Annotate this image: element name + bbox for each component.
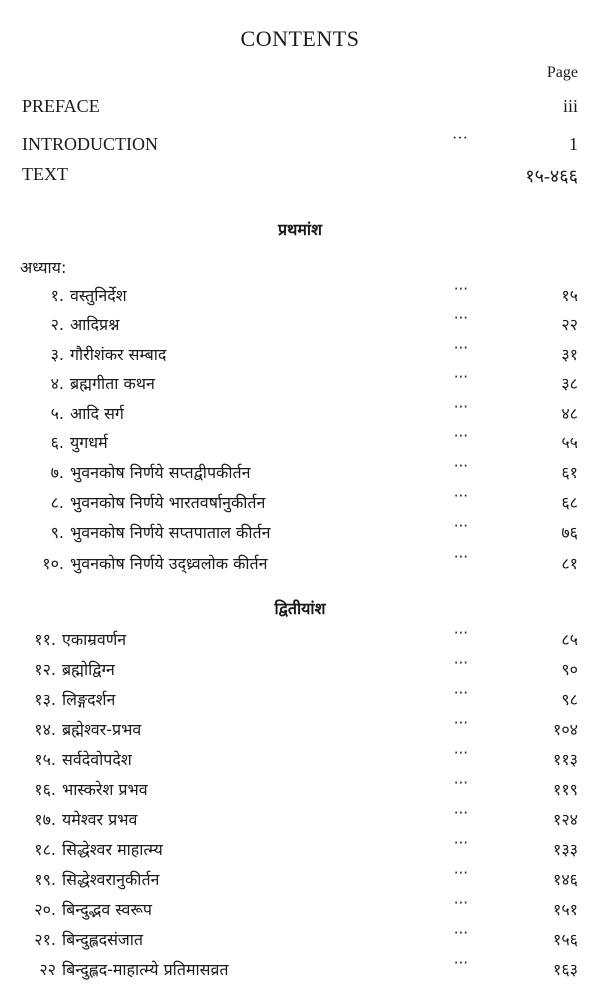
toc-row[interactable]: [22, 339, 578, 371]
page-number: ४८: [561, 404, 578, 423]
toc-row[interactable]: [22, 427, 578, 459]
front-matter-entry[interactable]: [22, 96, 578, 120]
chapter-title: यमेश्वर प्रभव: [62, 810, 138, 829]
chapter-number: १.: [50, 286, 64, 305]
chapter-title: लिङ्गदर्शन: [62, 690, 116, 709]
chapter-number: २.: [50, 315, 64, 334]
page-number: ८५: [561, 630, 578, 649]
leader-dots: ···: [453, 654, 468, 672]
chapter-title: भुवनकोष निर्णये सप्तद्वीपकीर्तन: [70, 463, 251, 482]
leader-dots: ···: [453, 894, 468, 912]
chapter-title: ब्रह्मेश्वर-प्रभव: [62, 720, 142, 739]
chapter-number: ४.: [50, 374, 64, 393]
leader-dots: ···: [453, 487, 468, 505]
front-matter-entry[interactable]: [22, 164, 578, 188]
chapter-number: ९.: [50, 523, 64, 542]
chapter-number: ६.: [50, 433, 64, 452]
chapter-number: १३.: [34, 690, 56, 709]
leader-dots: ···: [452, 130, 468, 147]
toc-row[interactable]: [22, 309, 578, 341]
toc-row[interactable]: [22, 457, 578, 489]
toc-row[interactable]: [22, 280, 578, 312]
chapter-number: १५.: [34, 750, 56, 769]
page-number: ११९: [553, 780, 578, 799]
page-number: १३३: [553, 840, 578, 859]
chapter-title: भुवनकोष निर्णये भारतवर्षानुकीर्तन: [70, 493, 266, 512]
chapter-title: गौरीशंकर सम्बाद: [70, 345, 167, 364]
toc-row[interactable]: [22, 517, 578, 549]
toc-row[interactable]: [22, 894, 578, 926]
leader-dots: ···: [453, 548, 468, 566]
section-heading-prathamansh: प्रथमांश: [278, 220, 322, 239]
chapter-number: २०.: [34, 900, 56, 919]
chapter-title: वस्तुनिर्देश: [70, 286, 127, 305]
page-number: ११३: [553, 750, 578, 769]
toc-row[interactable]: [22, 684, 578, 716]
toc-row[interactable]: [22, 864, 578, 896]
toc-row[interactable]: [22, 924, 578, 956]
page-number: ५५: [561, 433, 578, 452]
leader-dots: ···: [453, 774, 468, 792]
entry-label: PREFACE: [22, 96, 100, 116]
page-number: 1: [569, 134, 578, 154]
page-number: १५६: [553, 930, 578, 949]
page-number: १२४: [553, 810, 578, 829]
page-number: ७६: [561, 523, 578, 542]
chapter-subheading: अध्याय:: [20, 258, 67, 277]
chapter-title: आदि सर्ग: [70, 404, 124, 423]
chapter-title: बिन्दुह्लद-माहात्म्ये प्रतिमासव्रत: [62, 960, 229, 979]
page-number: २२: [561, 315, 578, 334]
toc-row[interactable]: [22, 714, 578, 746]
page-column-label: Page: [546, 64, 578, 81]
chapter-number: ७.: [50, 463, 64, 482]
page-number: १४६: [553, 870, 578, 889]
chapter-number: १७.: [34, 810, 56, 829]
page-number: ६१: [561, 463, 578, 482]
front-matter-entry[interactable]: [22, 130, 578, 158]
leader-dots: ···: [453, 398, 468, 416]
leader-dots: ···: [453, 427, 468, 445]
toc-row[interactable]: [22, 548, 578, 580]
chapter-title: युगधर्म: [70, 433, 108, 452]
page-number: १५-४६६: [525, 166, 578, 186]
chapter-title: भुवनकोष निर्णये सप्तपाताल कीर्तन: [70, 523, 271, 542]
page-number: ९८: [561, 690, 578, 709]
page-title: CONTENTS: [240, 26, 360, 51]
chapter-title: भास्करेश प्रभव: [62, 780, 148, 799]
page-number: ६८: [561, 493, 578, 512]
toc-row[interactable]: [22, 774, 578, 806]
page-number: ३८: [561, 374, 578, 393]
chapter-number: १२.: [34, 660, 56, 679]
chapter-number: ५.: [50, 404, 64, 423]
chapter-title: भुवनकोष निर्णये उद्ध्र्वलोक कीर्तन: [70, 554, 268, 573]
toc-row[interactable]: [22, 804, 578, 836]
leader-dots: ···: [453, 864, 468, 882]
leader-dots: ···: [453, 714, 468, 732]
chapter-title: सिद्धेश्वर माहात्म्य: [62, 840, 163, 859]
leader-dots: ···: [453, 280, 468, 298]
chapter-number: २१.: [34, 930, 56, 949]
chapter-number: ८.: [50, 493, 64, 512]
toc-row[interactable]: [22, 398, 578, 430]
toc-row[interactable]: [22, 654, 578, 686]
page-number: iii: [562, 96, 578, 116]
leader-dots: ···: [453, 309, 468, 327]
toc-row[interactable]: [22, 744, 578, 776]
leader-dots: ···: [453, 457, 468, 475]
page-number: ८१: [561, 554, 578, 573]
toc-row[interactable]: [22, 368, 578, 400]
chapter-number: १४.: [34, 720, 56, 739]
leader-dots: ···: [453, 339, 468, 357]
chapter-title: ब्रह्मोद्विग्न: [62, 660, 115, 679]
chapter-title: सर्वदेवोपदेश: [62, 750, 132, 769]
page-number: १५: [561, 286, 578, 305]
chapter-number: १९.: [34, 870, 56, 889]
leader-dots: ···: [453, 924, 468, 942]
page-number: १६३: [553, 960, 578, 979]
leader-dots: ···: [453, 517, 468, 535]
leader-dots: ···: [453, 624, 468, 642]
toc-row[interactable]: [22, 624, 578, 656]
entry-label: INTRODUCTION: [22, 134, 158, 154]
leader-dots: ···: [453, 744, 468, 762]
entry-label: TEXT: [22, 164, 68, 184]
chapter-title: आदिप्रश्न: [70, 315, 120, 334]
chapter-number: ११.: [34, 630, 56, 649]
chapter-title: बिन्दुह्लदसंजात: [62, 930, 144, 949]
chapter-title: सिद्धेश्वरानुकीर्तन: [62, 870, 160, 889]
leader-dots: ···: [453, 804, 468, 822]
leader-dots: ···: [453, 834, 468, 852]
leader-dots: ···: [453, 684, 468, 702]
toc-row[interactable]: [22, 834, 578, 866]
chapter-number: १६.: [34, 780, 56, 799]
section-heading-dwitiyansh: द्वितीयांश: [274, 599, 326, 618]
leader-dots: ···: [453, 368, 468, 386]
chapter-title: एकाम्रवर्णन: [62, 630, 127, 649]
toc-row[interactable]: [22, 954, 578, 986]
page-number: ३१: [561, 345, 578, 364]
chapter-number: १८.: [34, 840, 56, 859]
chapter-number: ३.: [50, 345, 64, 364]
chapter-number: १०.: [42, 554, 64, 573]
chapter-title: ब्रह्मगीता कथन: [70, 374, 155, 393]
chapter-number: २२: [39, 960, 56, 979]
chapter-title: बिन्दुद्भव स्वरूप: [62, 900, 152, 919]
page-number: १५१: [553, 900, 578, 919]
page-number: १०४: [553, 720, 578, 739]
leader-dots: ···: [453, 954, 468, 972]
toc-row[interactable]: [22, 487, 578, 519]
page-number: ९०: [561, 660, 578, 679]
